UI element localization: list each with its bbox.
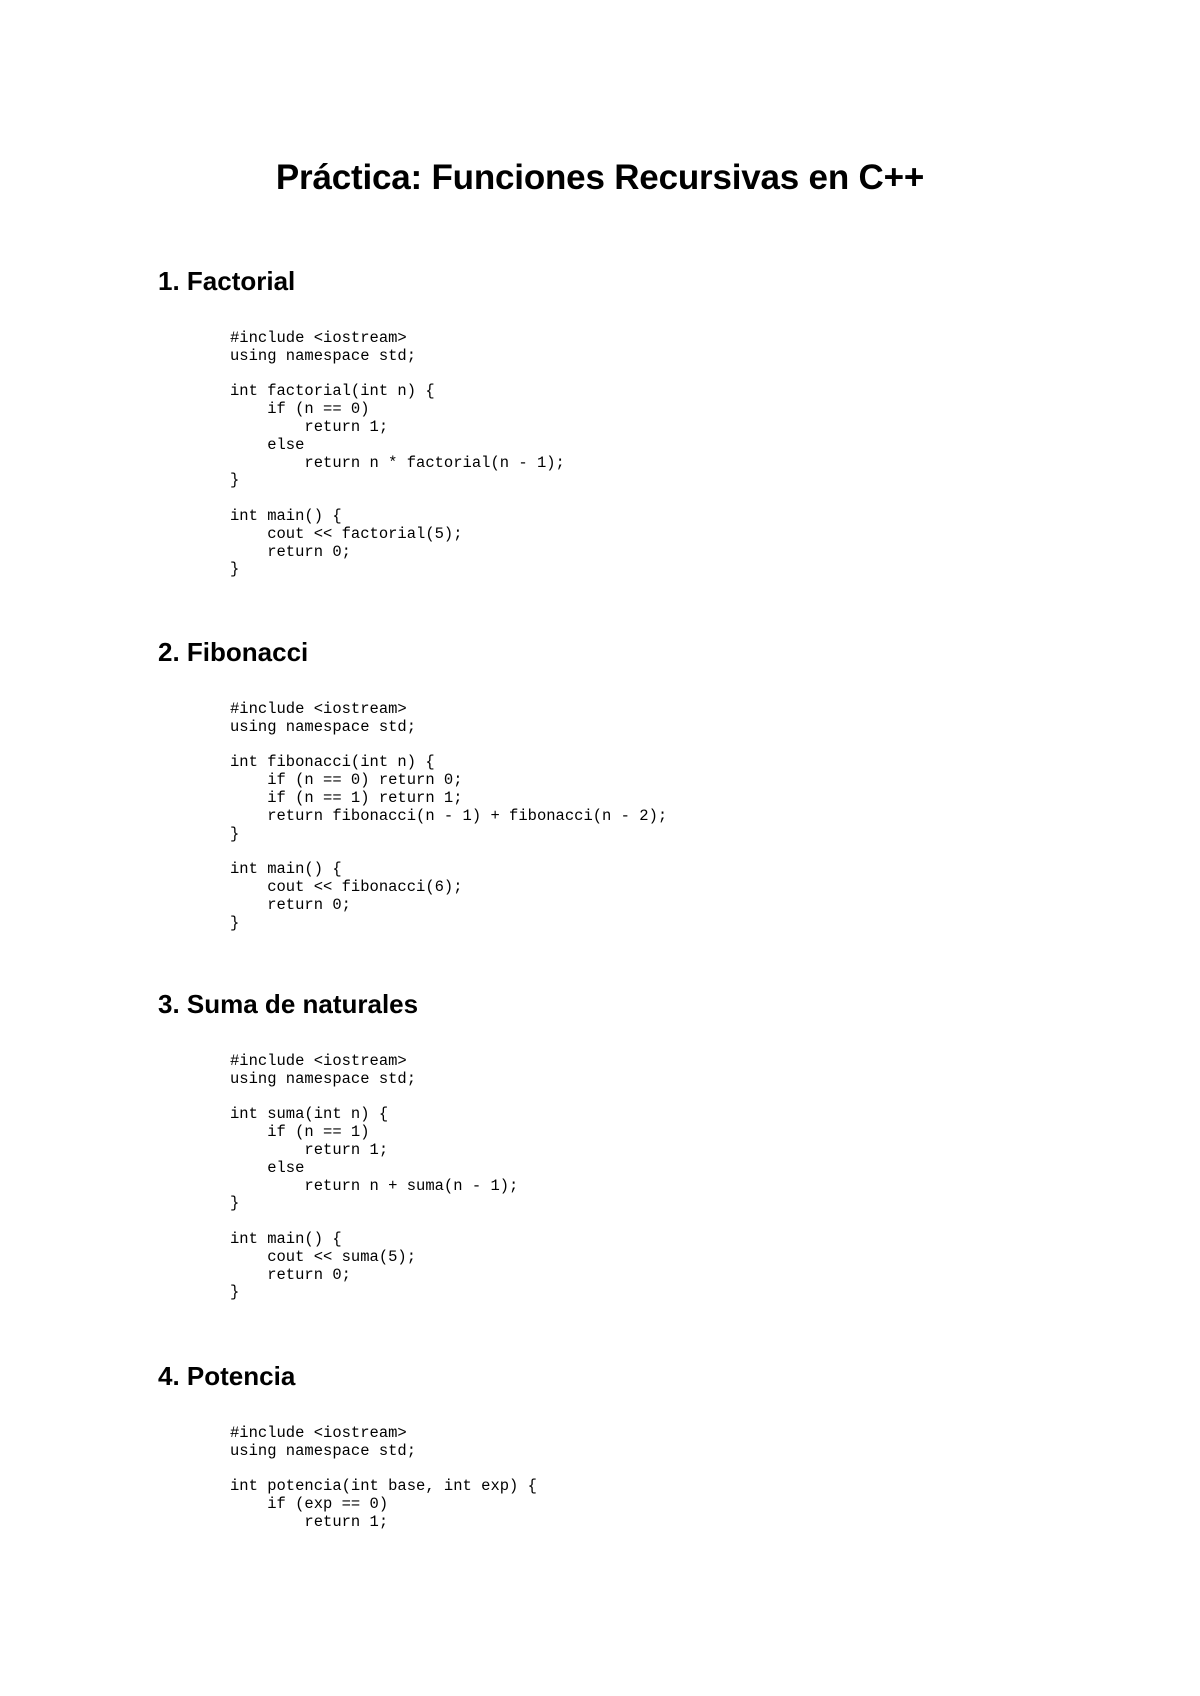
code-line: return n * factorial(n - 1); [230, 453, 565, 472]
code-line: int main() { [230, 506, 342, 525]
section-heading-factorial: 1. Factorial [158, 266, 296, 296]
code-line: int main() { [230, 860, 342, 879]
code-line: using namespace std; [230, 717, 417, 736]
code-block-factorial [230, 330, 565, 579]
code-line [230, 843, 667, 861]
code-line: int suma(int n) { [230, 1105, 389, 1124]
section-heading-fibonacci: 2. Fibonacci [158, 637, 309, 667]
code-line: int factorial(int n) { [230, 382, 435, 401]
code-line [230, 1461, 537, 1479]
code-block-suma [230, 1053, 518, 1302]
code-line: using namespace std; [230, 1069, 417, 1088]
code-line: else [230, 1158, 305, 1177]
code-line: } [230, 824, 240, 843]
code-line: using namespace std; [230, 346, 417, 365]
code-line: using namespace std; [230, 1441, 417, 1460]
code-line [230, 1089, 518, 1107]
code-line: return 0; [230, 542, 351, 561]
code-line: int fibonacci(int n) { [230, 753, 435, 772]
code-line: } [230, 560, 240, 579]
code-line: else [230, 435, 305, 454]
code-line: #include <iostream> [230, 700, 407, 718]
code-line: } [230, 471, 240, 490]
page-title: Práctica: Funciones Recursivas en C++ [275, 158, 925, 197]
code-line: return n + suma(n - 1); [230, 1176, 519, 1195]
code-line: int potencia(int base, int exp) { [230, 1477, 537, 1496]
code-line: cout << suma(5); [230, 1247, 417, 1266]
code-block-fibonacci [230, 701, 667, 932]
code-line: #include <iostream> [230, 329, 407, 347]
code-line [230, 490, 565, 508]
code-line: } [230, 1283, 240, 1302]
code-line: #include <iostream> [230, 1052, 407, 1070]
code-line: return 1; [230, 1140, 389, 1159]
code-line: int main() { [230, 1229, 342, 1248]
code-block-potencia [230, 1425, 537, 1532]
code-line: cout << fibonacci(6); [230, 877, 463, 896]
code-line: if (n == 0) return 0; [230, 771, 463, 790]
code-line: if (n == 1) return 1; [230, 788, 463, 807]
code-line [230, 737, 667, 755]
code-line: return fibonacci(n - 1) + fibonacci(n - 2); [230, 806, 668, 825]
code-line: return 1; [230, 1512, 389, 1531]
code-line: if (exp == 0) [230, 1495, 389, 1514]
code-line: return 0; [230, 895, 351, 914]
code-line: #include <iostream> [230, 1424, 407, 1442]
code-line: return 0; [230, 1265, 351, 1284]
code-line: cout << factorial(5); [230, 524, 463, 543]
section-heading-potencia: 4. Potencia [158, 1361, 296, 1391]
code-line: if (n == 0) [230, 400, 370, 419]
code-line [230, 1213, 518, 1231]
code-line: if (n == 1) [230, 1123, 370, 1142]
code-line: } [230, 1194, 240, 1213]
section-heading-suma: 3. Suma de naturales [158, 989, 419, 1019]
code-line [230, 366, 565, 384]
code-line: } [230, 913, 240, 932]
code-line: return 1; [230, 417, 389, 436]
